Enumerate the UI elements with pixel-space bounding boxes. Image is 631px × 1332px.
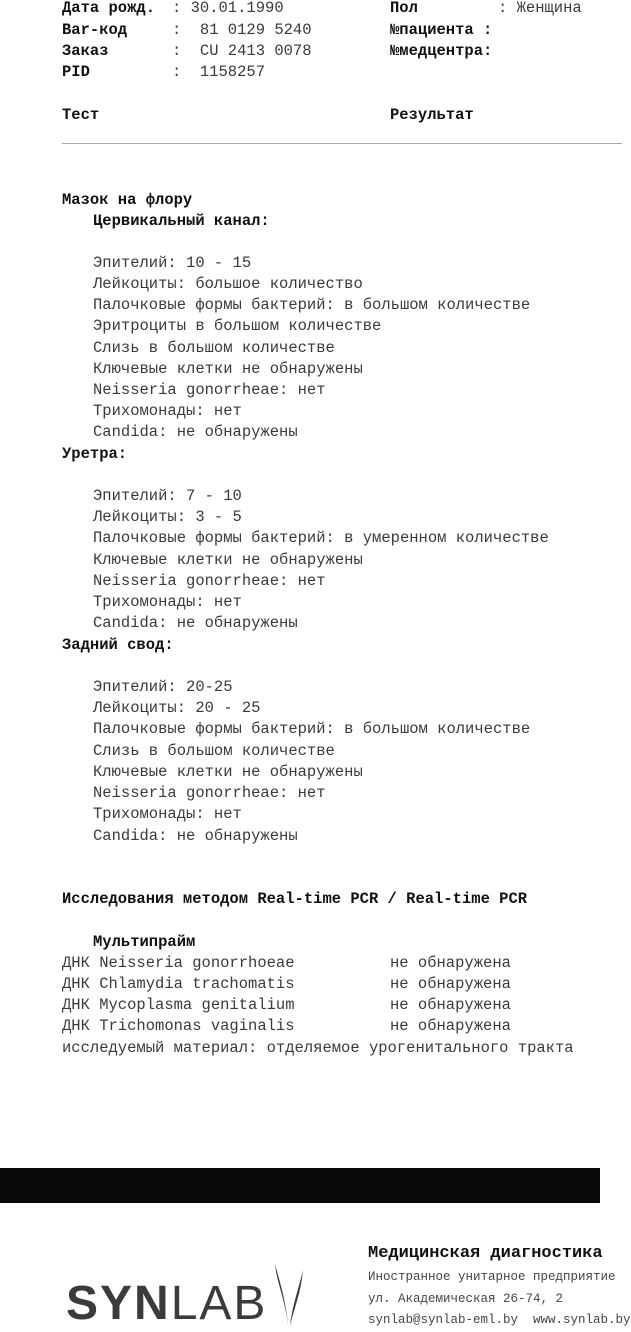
sex-label: Пол bbox=[390, 0, 418, 17]
sex-value: : Женщина bbox=[498, 0, 582, 17]
pcr-row-test: ДНК Mycoplasma genitalium bbox=[62, 996, 295, 1014]
org-title: Медицинская диагностика bbox=[368, 1244, 603, 1263]
pcr-row-result: не обнаружена bbox=[390, 954, 511, 972]
cervical-line: Эритроциты в большом количестве bbox=[93, 317, 382, 335]
pcr-material-note: исследуемый материал: отделяемое урогенитального тракта bbox=[62, 1039, 574, 1057]
center-number-label: №медцентра: bbox=[390, 42, 493, 60]
logo-text-bold: SYN bbox=[66, 1277, 171, 1330]
order-label: Заказ bbox=[62, 42, 109, 60]
cervical-line: Эпителий: 10 - 15 bbox=[93, 254, 252, 272]
urethra-line: Трихомонады: нет bbox=[93, 593, 242, 611]
cervical-line: Candida: не обнаружены bbox=[93, 423, 298, 441]
posterior-line: Лейкоциты: 20 - 25 bbox=[93, 699, 261, 717]
dob-label: Дата рожд. bbox=[62, 0, 156, 17]
posterior-line: Эпителий: 20-25 bbox=[93, 678, 233, 696]
pcr-title: Исследования методом Real-time PCR / Real-time PCR bbox=[62, 890, 528, 908]
header-divider bbox=[62, 143, 622, 144]
order-value: : CU 2413 0078 bbox=[172, 42, 312, 60]
posterior-line: Палочковые формы бактерий: в большом количестве bbox=[93, 720, 531, 738]
column-test-header: Тест bbox=[62, 106, 100, 124]
pid-value: : 1158257 bbox=[172, 63, 266, 81]
synlab-swoosh-icon bbox=[271, 1262, 307, 1328]
barcode-label: Bar-код bbox=[62, 21, 128, 39]
org-line-1: Иностранное унитарное предприятие bbox=[368, 1270, 616, 1284]
pid-label: PID bbox=[62, 63, 90, 81]
cervical-line: Лейкоциты: большое количество bbox=[93, 275, 363, 293]
urethra-line: Эпителий: 7 - 10 bbox=[93, 487, 242, 505]
urethra-line: Лейкоциты: 3 - 5 bbox=[93, 508, 242, 526]
cervical-line: Neisseria gonorrheae: нет bbox=[93, 381, 326, 399]
org-contact-line: synlab@synlab-eml.by www.synlab.by bbox=[368, 1313, 631, 1327]
barcode-value: : 81 0129 5240 bbox=[172, 21, 312, 39]
pcr-subtitle: Мультипрайм bbox=[93, 933, 196, 951]
pcr-row-test: ДНК Chlamydia trachomatis bbox=[62, 975, 295, 993]
posterior-line: Трихомонады: нет bbox=[93, 805, 242, 823]
cervical-line: Палочковые формы бактерий: в большом количестве bbox=[93, 296, 531, 314]
dob-value: : 30.01.1990 bbox=[172, 0, 284, 17]
column-result-header: Результат bbox=[390, 106, 474, 124]
logo-text-thin: LAB bbox=[170, 1277, 268, 1330]
urethra-title: Уретра: bbox=[62, 445, 128, 463]
pcr-row-result: не обнаружена bbox=[390, 996, 511, 1014]
posterior-title: Задний свод: bbox=[62, 636, 174, 654]
cervical-line: Ключевые клетки не обнаружены bbox=[93, 360, 363, 378]
footer-band bbox=[0, 1168, 600, 1203]
posterior-line: Neisseria gonorrheae: нет bbox=[93, 784, 326, 802]
cervical-title: Цервикальный канал: bbox=[93, 212, 270, 230]
pcr-row-test: ДНК Neisseria gonorrhoeae bbox=[62, 954, 295, 972]
org-line-2: ул. Академическая 26-74, 2 bbox=[368, 1292, 564, 1306]
pcr-row-test: ДНК Trichomonas vaginalis bbox=[62, 1017, 295, 1035]
urethra-line: Candida: не обнаружены bbox=[93, 614, 298, 632]
synlab-logo bbox=[66, 1258, 307, 1328]
urethra-line: Палочковые формы бактерий: в умеренном количестве bbox=[93, 529, 549, 547]
cervical-line: Слизь в большом количестве bbox=[93, 339, 335, 357]
posterior-line: Candida: не обнаружены bbox=[93, 827, 298, 845]
urethra-line: Ключевые клетки не обнаружены bbox=[93, 551, 363, 569]
pcr-row-result: не обнаружена bbox=[390, 975, 511, 993]
posterior-line: Слизь в большом количестве bbox=[93, 742, 335, 760]
cervical-line: Трихомонады: нет bbox=[93, 402, 242, 420]
patient-number-label: №пациента : bbox=[390, 21, 493, 39]
posterior-line: Ключевые клетки не обнаружены bbox=[93, 763, 363, 781]
urethra-line: Neisseria gonorrheae: нет bbox=[93, 572, 326, 590]
smear-title: Мазок на флору bbox=[62, 191, 193, 209]
pcr-row-result: не обнаружена bbox=[390, 1017, 511, 1035]
